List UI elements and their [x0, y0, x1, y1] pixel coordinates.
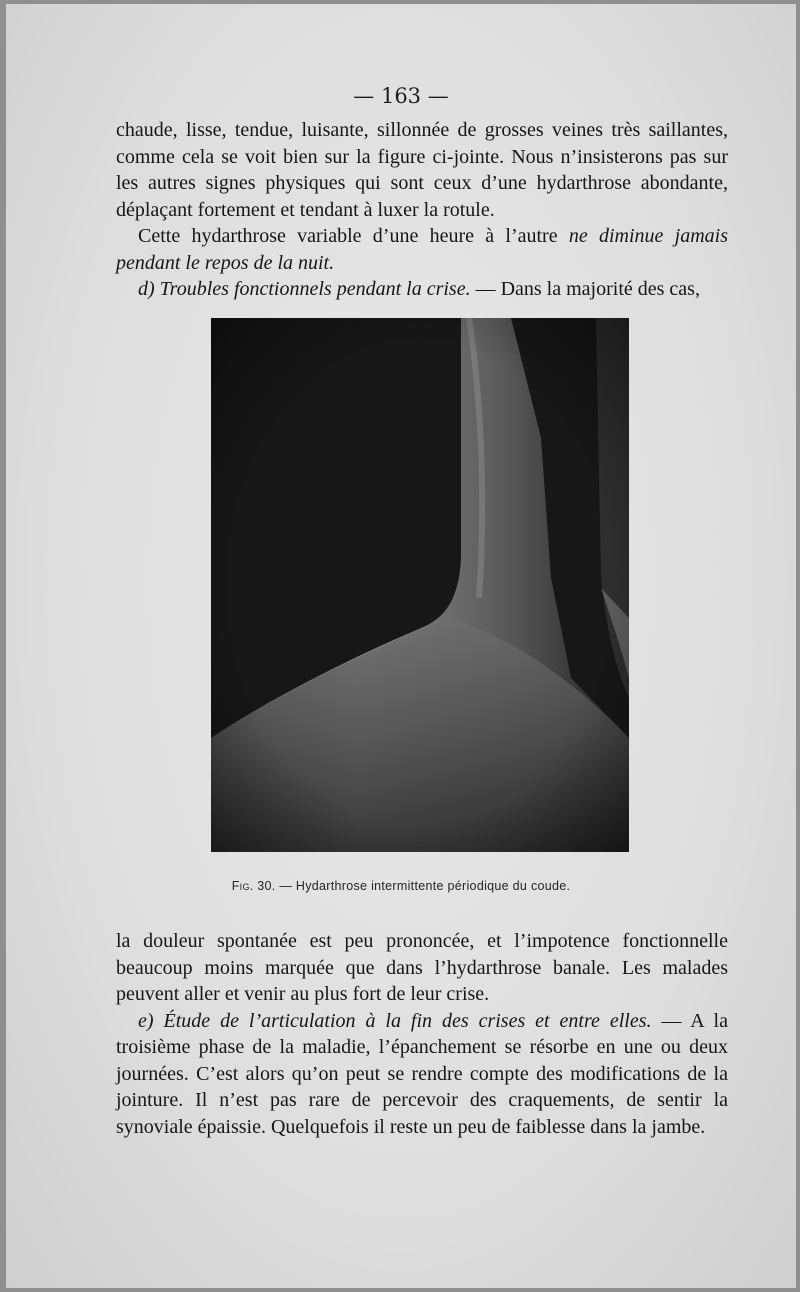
- elbow-photo: [211, 318, 629, 852]
- paragraph-3: [116, 276, 728, 303]
- text-block-top: [116, 117, 728, 303]
- page-number: — 163 —: [353, 84, 449, 108]
- paragraph-5: [116, 1008, 728, 1141]
- text-block-bottom: [116, 928, 728, 1140]
- paragraph-1: chaude, lisse, tendue, luisante, sillonnée de grosses veines très saillantes, comme cela se voit bien sur la figure ci-jointe. Nous n’insisterons pas sur les autres signes physiques qui sont ceux d’une hydarthrose abondante, déplaçant fortement et tendant à luxer la rotule.: [116, 119, 728, 221]
- figure-caption-text: — Hydarthrose intermittente périodique du coude.: [275, 879, 571, 893]
- paragraph-2-text: Cette hydarthrose variable d’une heure à l’autre: [138, 225, 569, 247]
- paragraph-2-emphasis: ne diminue jamais pendant le repos de la nuit.: [116, 225, 728, 274]
- paragraph-5-text: — A la troisième phase de la maladie, l’épanchement se résorbe en une ou deux journées. C’est alors qu’on peut se rendre compte des modifications de la jointure. Il n’est pas rare de percevoir des craquements, de sentir la synoviale épaissie. Quelquefois il reste un peu de faiblesse dans la jambe.: [116, 1009, 728, 1138]
- figure-caption: [6, 879, 796, 893]
- paragraph-3-text: — Dans la majorité des cas,: [470, 278, 700, 300]
- book-page: [6, 4, 796, 1288]
- figure-label: Fig. 30.: [231, 879, 276, 893]
- figure-photograph: [211, 318, 629, 852]
- section-heading-e: e) Étude de l’articulation à la fin des crises et entre elles.: [138, 1009, 652, 1032]
- paragraph-2: [116, 223, 728, 276]
- section-heading-d: d) Troubles fonctionnels pendant la crise.: [138, 278, 471, 300]
- paragraph-4: la douleur spontanée est peu prononcée, et l’impotence fonctionnelle beaucoup moins marquée que dans l’hydarthrose banale. Les malades peuvent aller et venir au plus fort de leur crise.: [116, 930, 728, 1005]
